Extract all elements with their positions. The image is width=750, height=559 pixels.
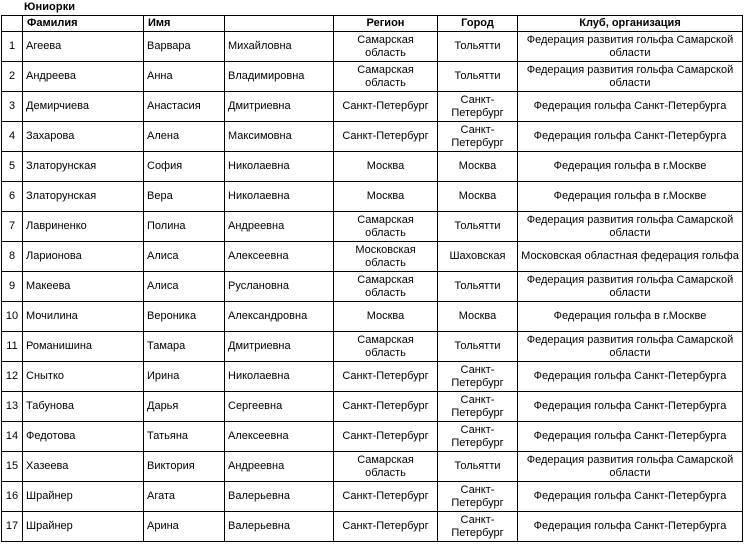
cell-last: Агеева — [23, 32, 144, 62]
table-row — [2, 452, 743, 482]
table-row — [2, 32, 743, 62]
cell-reg: Самарская область — [334, 62, 438, 92]
cell-reg: Санкт-Петербург — [334, 422, 438, 452]
cell-num: 2 — [2, 62, 23, 92]
cell-first: Варвара — [144, 32, 225, 62]
cell-city: Тольятти — [438, 272, 518, 302]
cell-last: Шрайнер — [23, 482, 144, 512]
cell-patr: Дмитриевна — [225, 332, 334, 362]
cell-first: Тамара — [144, 332, 225, 362]
cell-city: Москва — [438, 302, 518, 332]
cell-first: Анастасия — [144, 92, 225, 122]
cell-reg: Санкт-Петербург — [334, 122, 438, 152]
cell-num: 12 — [2, 362, 23, 392]
cell-patr: Николаевна — [225, 362, 334, 392]
cell-patr: Алексеевна — [225, 422, 334, 452]
table-row — [2, 152, 743, 182]
column-header-lastname: Фамилия — [23, 16, 144, 32]
table-row — [2, 512, 743, 542]
cell-reg: Санкт-Петербург — [334, 92, 438, 122]
cell-city: Тольятти — [438, 452, 518, 482]
cell-num: 17 — [2, 512, 23, 542]
cell-reg: Самарская область — [334, 272, 438, 302]
cell-reg: Самарская область — [334, 452, 438, 482]
cell-patr: Валерьевна — [225, 482, 334, 512]
cell-city: Санкт-Петербург — [438, 512, 518, 542]
table-row — [2, 482, 743, 512]
cell-city: Санкт-Петербург — [438, 392, 518, 422]
table-row — [2, 422, 743, 452]
cell-patr: Михайловна — [225, 32, 334, 62]
cell-num: 6 — [2, 182, 23, 212]
table-row — [2, 332, 743, 362]
cell-city: Санкт-Петербург — [438, 92, 518, 122]
table-body — [2, 32, 743, 542]
cell-patr: Сергеевна — [225, 392, 334, 422]
cell-reg: Москва — [334, 302, 438, 332]
cell-num: 5 — [2, 152, 23, 182]
cell-reg: Санкт-Петербург — [334, 512, 438, 542]
cell-club: Федерация гольфа Санкт-Петербурга — [518, 512, 743, 542]
cell-club: Федерация развития гольфа Самарской области — [518, 272, 743, 302]
cell-first: Арина — [144, 512, 225, 542]
cell-first: Дарья — [144, 392, 225, 422]
cell-patr: Валерьевна — [225, 512, 334, 542]
cell-last: Табунова — [23, 392, 144, 422]
cell-first: Татьяна — [144, 422, 225, 452]
cell-city: Тольятти — [438, 62, 518, 92]
roster-table-container — [1, 15, 742, 542]
table-row — [2, 302, 743, 332]
table-row — [2, 122, 743, 152]
cell-last: Златорунская — [23, 152, 144, 182]
cell-first: Вера — [144, 182, 225, 212]
cell-reg: Санкт-Петербург — [334, 482, 438, 512]
cell-patr: Алексеевна — [225, 242, 334, 272]
cell-last: Ларионова — [23, 242, 144, 272]
cell-num: 11 — [2, 332, 23, 362]
cell-city: Тольятти — [438, 212, 518, 242]
cell-city: Тольятти — [438, 332, 518, 362]
cell-num: 16 — [2, 482, 23, 512]
cell-last: Романишина — [23, 332, 144, 362]
table-row — [2, 92, 743, 122]
cell-city: Санкт-Петербург — [438, 422, 518, 452]
table-row — [2, 62, 743, 92]
cell-reg: Самарская область — [334, 212, 438, 242]
cell-reg: Санкт-Петербург — [334, 392, 438, 422]
cell-last: Макеева — [23, 272, 144, 302]
cell-first: Алиса — [144, 272, 225, 302]
cell-city: Москва — [438, 152, 518, 182]
table-row — [2, 362, 743, 392]
cell-last: Демирчиева — [23, 92, 144, 122]
cell-club: Федерация гольфа в г.Москве — [518, 182, 743, 212]
cell-club: Московская областная федерация гольфа — [518, 242, 743, 272]
column-header-region: Регион — [334, 16, 438, 32]
cell-patr: Руслановна — [225, 272, 334, 302]
cell-club: Федерация развития гольфа Самарской области — [518, 212, 743, 242]
cell-club: Федерация гольфа в г.Москве — [518, 152, 743, 182]
cell-patr: Дмитриевна — [225, 92, 334, 122]
cell-reg: Москва — [334, 152, 438, 182]
cell-first: Ирина — [144, 362, 225, 392]
column-header-firstname: Имя — [144, 16, 225, 32]
table-header-row — [2, 16, 743, 32]
table-row — [2, 272, 743, 302]
cell-num: 3 — [2, 92, 23, 122]
table-row — [2, 212, 743, 242]
cell-club: Федерация гольфа Санкт-Петербурга — [518, 422, 743, 452]
cell-first: Анна — [144, 62, 225, 92]
cell-last: Федотова — [23, 422, 144, 452]
cell-last: Снытко — [23, 362, 144, 392]
cell-city: Шаховская — [438, 242, 518, 272]
cell-reg: Самарская область — [334, 332, 438, 362]
cell-first: Виктория — [144, 452, 225, 482]
cell-reg: Москва — [334, 182, 438, 212]
cell-patr: Александровна — [225, 302, 334, 332]
cell-reg: Московская область — [334, 242, 438, 272]
roster-table — [1, 15, 743, 542]
cell-first: Вероника — [144, 302, 225, 332]
table-row — [2, 182, 743, 212]
cell-club: Федерация гольфа в г.Москве — [518, 302, 743, 332]
cell-club: Федерация гольфа Санкт-Петербурга — [518, 122, 743, 152]
cell-reg: Самарская область — [334, 32, 438, 62]
cell-first: Агата — [144, 482, 225, 512]
cell-city: Москва — [438, 182, 518, 212]
cell-patr: Андреевна — [225, 212, 334, 242]
table-row — [2, 242, 743, 272]
cell-num: 7 — [2, 212, 23, 242]
cell-num: 10 — [2, 302, 23, 332]
cell-patr: Максимовна — [225, 122, 334, 152]
column-header-city: Город — [438, 16, 518, 32]
cell-city: Санкт-Петербург — [438, 482, 518, 512]
cell-num: 13 — [2, 392, 23, 422]
cell-city: Санкт-Петербург — [438, 122, 518, 152]
cell-last: Лавриненко — [23, 212, 144, 242]
column-header-patronymic — [225, 16, 334, 32]
column-header-number — [2, 16, 23, 32]
cell-num: 8 — [2, 242, 23, 272]
cell-city: Тольятти — [438, 32, 518, 62]
cell-city: Санкт-Петербург — [438, 362, 518, 392]
cell-club: Федерация гольфа Санкт-Петербурга — [518, 362, 743, 392]
cell-club: Федерация гольфа Санкт-Петербурга — [518, 482, 743, 512]
cell-patr: Владимировна — [225, 62, 334, 92]
cell-first: Алена — [144, 122, 225, 152]
table-header — [2, 16, 743, 32]
cell-num: 14 — [2, 422, 23, 452]
cell-num: 15 — [2, 452, 23, 482]
cell-club: Федерация развития гольфа Самарской области — [518, 62, 743, 92]
cell-reg: Санкт-Петербург — [334, 362, 438, 392]
cell-club: Федерация гольфа Санкт-Петербурга — [518, 392, 743, 422]
cell-num: 4 — [2, 122, 23, 152]
cell-club: Федерация развития гольфа Самарской области — [518, 32, 743, 62]
cell-last: Хазеева — [23, 452, 144, 482]
cell-last: Андреева — [23, 62, 144, 92]
cell-patr: Николаевна — [225, 152, 334, 182]
column-header-club: Клуб, организация — [518, 16, 743, 32]
cell-club: Федерация гольфа Санкт-Петербурга — [518, 92, 743, 122]
cell-last: Шрайнер — [23, 512, 144, 542]
cell-patr: Николаевна — [225, 182, 334, 212]
cell-num: 9 — [2, 272, 23, 302]
cell-first: София — [144, 152, 225, 182]
table-row — [2, 392, 743, 422]
cell-last: Захарова — [23, 122, 144, 152]
cell-club: Федерация развития гольфа Самарской области — [518, 332, 743, 362]
cell-patr: Андреевна — [225, 452, 334, 482]
cell-club: Федерация развития гольфа Самарской области — [518, 452, 743, 482]
cell-last: Мочилина — [23, 302, 144, 332]
section-title: Юниорки — [24, 1, 76, 13]
cell-num: 1 — [2, 32, 23, 62]
cell-first: Полина — [144, 212, 225, 242]
cell-first: Алиса — [144, 242, 225, 272]
cell-last: Златорунская — [23, 182, 144, 212]
